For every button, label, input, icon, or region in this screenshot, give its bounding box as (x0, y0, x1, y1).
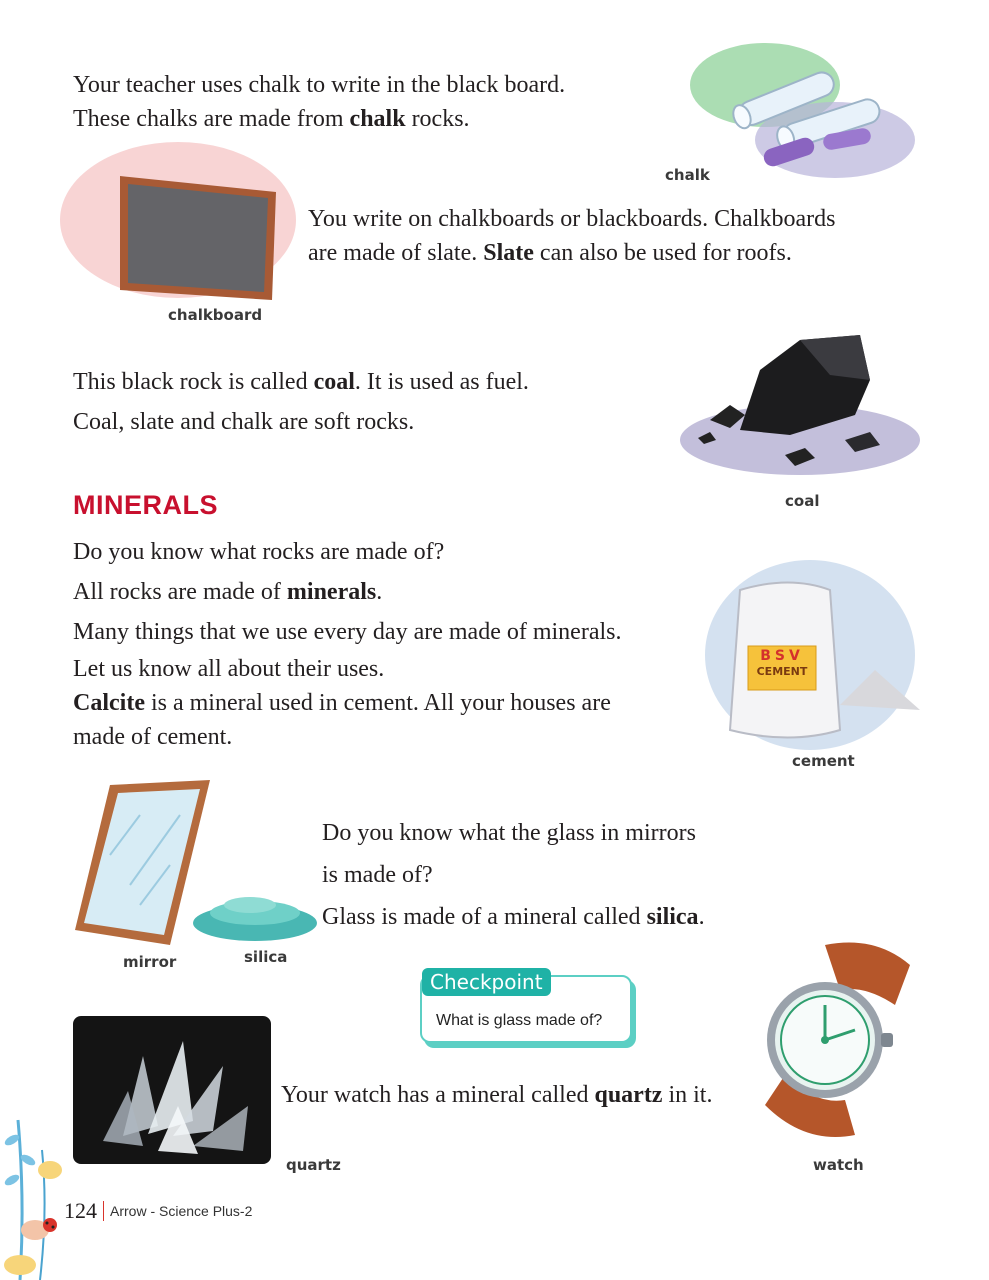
cement-bag-label: BSV CEMENT (756, 648, 808, 678)
chalk-text: Your teacher uses chalk to write in the black board. These chalks are made from chalk rocks. (73, 72, 566, 132)
chalk-illustration (685, 25, 925, 190)
minerals-text: Do you know what rocks are made of? All rocks are made of minerals. Many things that we use every day are made of minerals. Let us know all about their uses. Calcite is a mineral used in cement. All your houses are made of cement. (73, 539, 622, 750)
watch-illustration (745, 935, 925, 1145)
coal-caption: coal (785, 492, 820, 510)
glass-text: Do you know what the glass in mirrors is made of? Glass is made of a mineral called silica. (322, 820, 705, 930)
page-number: 124 (64, 1198, 97, 1223)
flower-decoration (0, 1100, 70, 1280)
checkpoint-label: Checkpoint (422, 968, 551, 996)
footer-divider (103, 1201, 104, 1221)
chalkboard-text: You write on chalkboards or blackboards. Chalkboards are made of slate. Slate can also be used for roofs. (308, 206, 836, 266)
watch-caption: watch (813, 1156, 864, 1174)
quartz-caption: quartz (286, 1156, 341, 1174)
chalkboard-caption: chalkboard (168, 306, 263, 324)
mirror-caption: mirror (123, 953, 177, 971)
cement-bag-illustration (700, 560, 925, 755)
quartz-text: Your watch has a mineral called quartz in it. (281, 1082, 713, 1108)
checkpoint-question: What is glass made of? (436, 1012, 603, 1029)
quartz-photo (73, 1016, 271, 1164)
minerals-heading: MINERALS (73, 490, 218, 520)
mirror-illustration (70, 775, 320, 950)
chalkboard-illustration (58, 140, 303, 308)
book-title: Arrow - Science Plus-2 (110, 1203, 253, 1219)
silica-caption: silica (244, 948, 288, 966)
cement-caption: cement (792, 752, 855, 770)
footer (64, 1198, 252, 1224)
coal-text: This black rock is called coal. It is used as fuel. Coal, slate and chalk are soft rocks. (73, 369, 529, 435)
chalk-caption: chalk (665, 166, 710, 184)
coal-illustration (670, 320, 920, 490)
